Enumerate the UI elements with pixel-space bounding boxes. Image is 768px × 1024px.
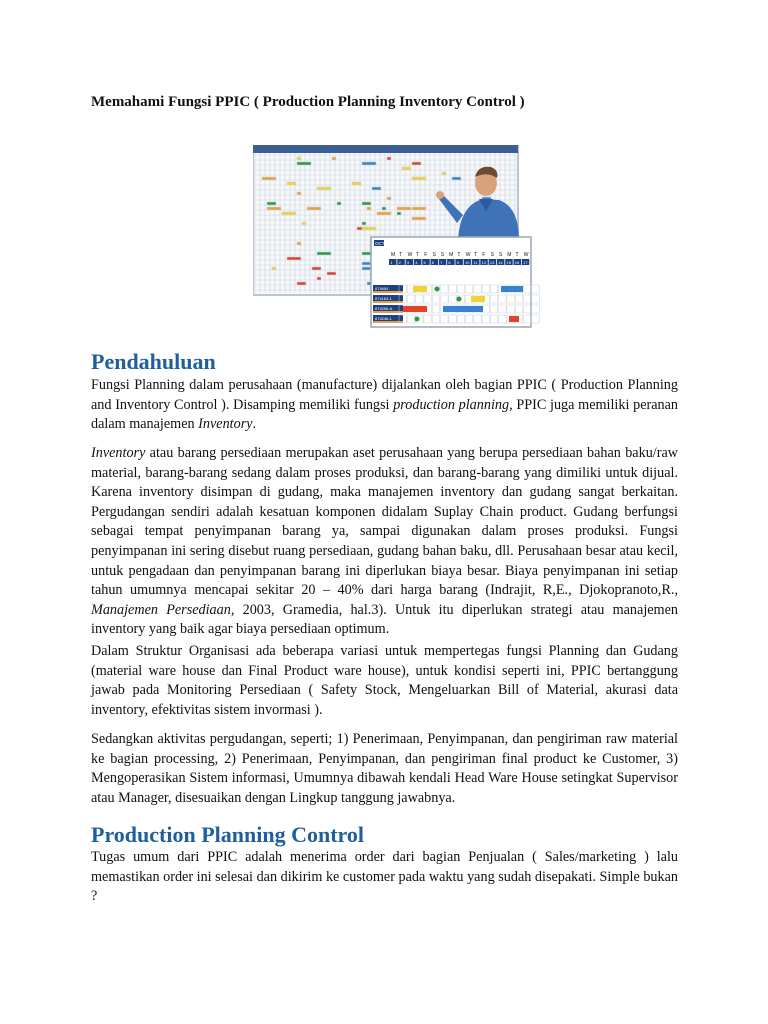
board-day-label: M: [391, 252, 396, 258]
board-row-label: 874246-1: [375, 316, 392, 321]
board-date-label: 7: [440, 259, 443, 265]
board-date-label: 12: [481, 259, 487, 265]
board-day-label: T: [474, 252, 478, 258]
board-day-label: T: [457, 252, 461, 258]
board-row-label: 874256-A: [375, 306, 393, 311]
board-day-label: S: [490, 252, 494, 258]
front-board: [371, 237, 539, 327]
board-date-label: 3: [406, 259, 410, 265]
board-day-label: W: [523, 252, 529, 258]
board-day-label: T: [415, 252, 419, 258]
board-date-label: 17: [523, 259, 528, 265]
board-date-label: 10: [465, 259, 470, 265]
board-day-label: S: [432, 252, 436, 258]
board-date-label: 1: [390, 259, 393, 265]
board-date-label: 8: [448, 259, 451, 265]
board-day-label: S: [498, 252, 503, 258]
planning-board-illustration: [253, 145, 623, 330]
paragraph-1: Fungsi Planning dalam perusahaan (manufacture) dijalankan oleh bagian PPIC ( Production Planning and Inventory Control ). Disamping memiliki fungsi production planning, PPIC juga memiliki peranan dalam manajemen Inventory.: [91, 377, 678, 433]
planning-board-photo: [253, 145, 623, 330]
document-title: Memahami Fungsi PPIC ( Production Planning Inventory Control ): [91, 94, 525, 110]
board-row-label: 874654: [375, 286, 389, 291]
board-date-label: 4: [415, 259, 418, 265]
board-date-label: 14: [498, 259, 503, 265]
paragraph-2: Inventory atau barang persediaan merupakan aset perusahaan yang berupa persediaan bahan baku/raw material, barang-barang sedang dalam proses produksi, dan barang-barang yang dimiliki untuk dijual. Karena inventory disimpan di gudang, maka manajemen inventory dan gudang sangat berkaitan. Pergudangan sendiri adalah kesatuan komponen didalam Suplay Chain product. Gudang berfungsi sebagai tempat penyimpanan barang ya, sampai digunakan dalam proses produksi. Fungsi penyimpanan ini sering disebut ruang persediaan, gudang bahan baku, dll. Perusahaan besar atau kecil, untuk pengadaan dan penyimpanan barang ini diperlukan biaya besar. Biaya penyimpanan ini setiap tahun umumnya mencapai sekitar 20 – 40% dari harga barang (Indrajit, R,E., Djokopranoto,R., Manajemen Persediaan, 2003, Gramedia, hal.3). Untuk itu diperlukan strategi atau manajemen inventory yang baik agar biaya persediaan optimum.: [91, 445, 678, 638]
board-day-label: W: [465, 252, 471, 258]
board-day-label: T: [399, 252, 403, 258]
board-date-label: 13: [489, 259, 495, 265]
board-date-label: 16: [514, 259, 520, 265]
board-row-label: 874163-1: [375, 296, 392, 301]
board-day-label: M: [507, 252, 512, 258]
paragraph-3: Dalam Struktur Organisasi ada beberapa variasi untuk mempertegas fungsi Planning dan Gudang (material ware house dan Final Product ware house), untuk kondisi seperti ini, PPIC bertanggung jawab pada Monitoring Persediaan ( Safety Stock, Mengeluarkan Bill of Material, akurasi data inventory, efektivitas sistem invormasi ).: [91, 643, 678, 718]
board-date-label: 15: [506, 259, 511, 265]
board-date-label: 9: [456, 259, 459, 265]
board-day-label: T: [515, 252, 519, 258]
board-month-label: OCT: [375, 241, 385, 246]
board-date-label: 11: [473, 259, 478, 265]
section-heading-production-planning-control: Production Planning Control: [91, 822, 365, 847]
board-day-label: W: [407, 252, 413, 258]
board-date-label: 2: [398, 259, 401, 265]
paragraph-5: Tugas umum dari PPIC adalah menerima order dari bagian Penjualan ( Sales/marketing ) lalu memastikan order ini selesai dan dikirim ke customer pada waktu yang sudah disepakati. Simple bukan ?: [91, 849, 678, 905]
board-date-label: 5: [423, 259, 426, 265]
board-day-label: F: [482, 252, 486, 258]
board-day-label: F: [424, 252, 428, 258]
board-day-label: S: [440, 252, 445, 258]
paragraph-4: Sedangkan aktivitas pergudangan, seperti; 1) Penerimaan, Penyimpanan, dan pengiriman raw material ke bagian processing, 2) Penerimaan, Penyimpanan, dan pengiriman final product ke Customer, 3) Mengoperasikan Sistem informasi, Umumnya dibawah kendali Head Ware House setingkat Supervisor atau Manager, disesuaikan dengan Lingkup tanggung jawabnya.: [91, 731, 678, 806]
section-heading-pendahuluan: Pendahuluan: [91, 349, 216, 374]
board-date-label: 6: [431, 259, 435, 265]
board-day-label: M: [449, 252, 454, 258]
